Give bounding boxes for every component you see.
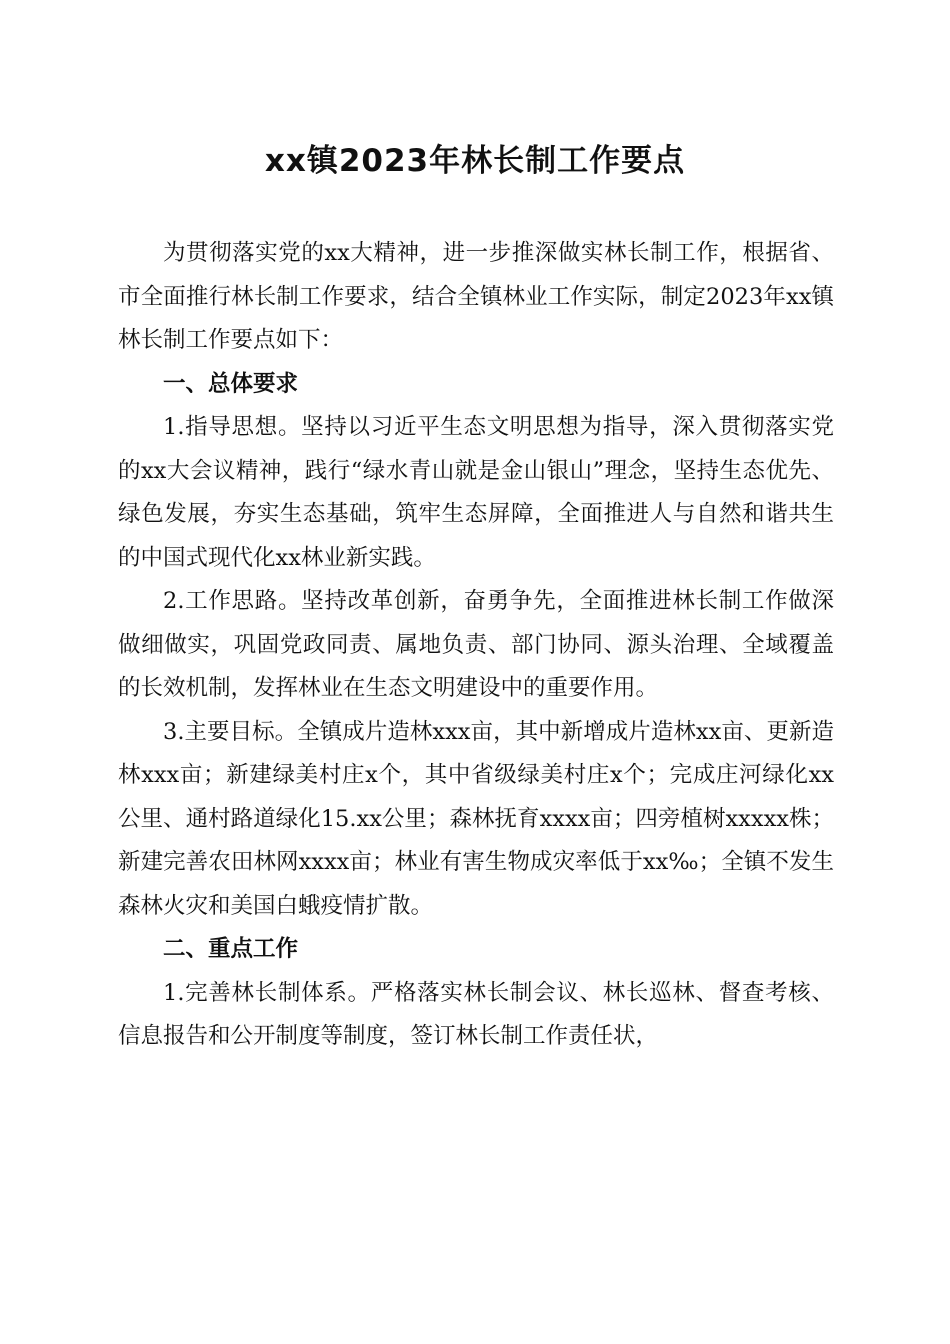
document-title: xx镇2023年林长制工作要点 [264, 143, 686, 179]
intro-paragraph: 为贯彻落实党的xx大精神，进一步推深做实林长制工作，根据省、市全面推行林长制工作要求，结合全镇林业工作实际，制定2023年xx镇林长制工作要点如下： [118, 240, 834, 353]
paragraph-guiding-thought: 1.指导思想。坚持以习近平生态文明思想为指导，深入贯彻落实党的xx大会议精神，践行“绿水青山就是金山银山”理念，坚持生态优先、绿色发展，夯实生态基础，筑牢生态屏障，全面推进人与自然和谐共生的中国式现代化xx林业新实践。 [118, 414, 834, 571]
section-heading-key-work: 二、重点工作 [163, 936, 299, 962]
paragraph-main-targets: 3.主要目标。全镇成片造林xxx亩，其中新增成片造林xx亩、更新造林xxx亩；新建绿美村庄x个，其中省级绿美村庄x个；完成庄河绿化xx公里、通村路道绿化15.xx公里；森林抚育xxxx亩；四旁植树xxxxx株；新建完善农田林网xxxx亩；林业有害生物成灾率低于xx‰；全镇不发生森林火灾和美国白蛾疫情扩散。 [118, 718, 834, 919]
paragraph-work-approach: 2.工作思路。坚持改革创新，奋勇争先，全面推进林长制工作做深做细做实，巩固党政同责、属地负责、部门协同、源头治理、全域覆盖的长效机制，发挥林业在生态文明建设中的重要作用。 [118, 588, 834, 701]
document-body [118, 232, 834, 1059]
paragraph-improve-system: 1.完善林长制体系。严格落实林长制会议、林长巡林、督查考核、信息报告和公开制度等制度，签订林长制工作责任状， [118, 979, 834, 1049]
section-heading-overall-requirements: 一、总体要求 [163, 370, 299, 397]
